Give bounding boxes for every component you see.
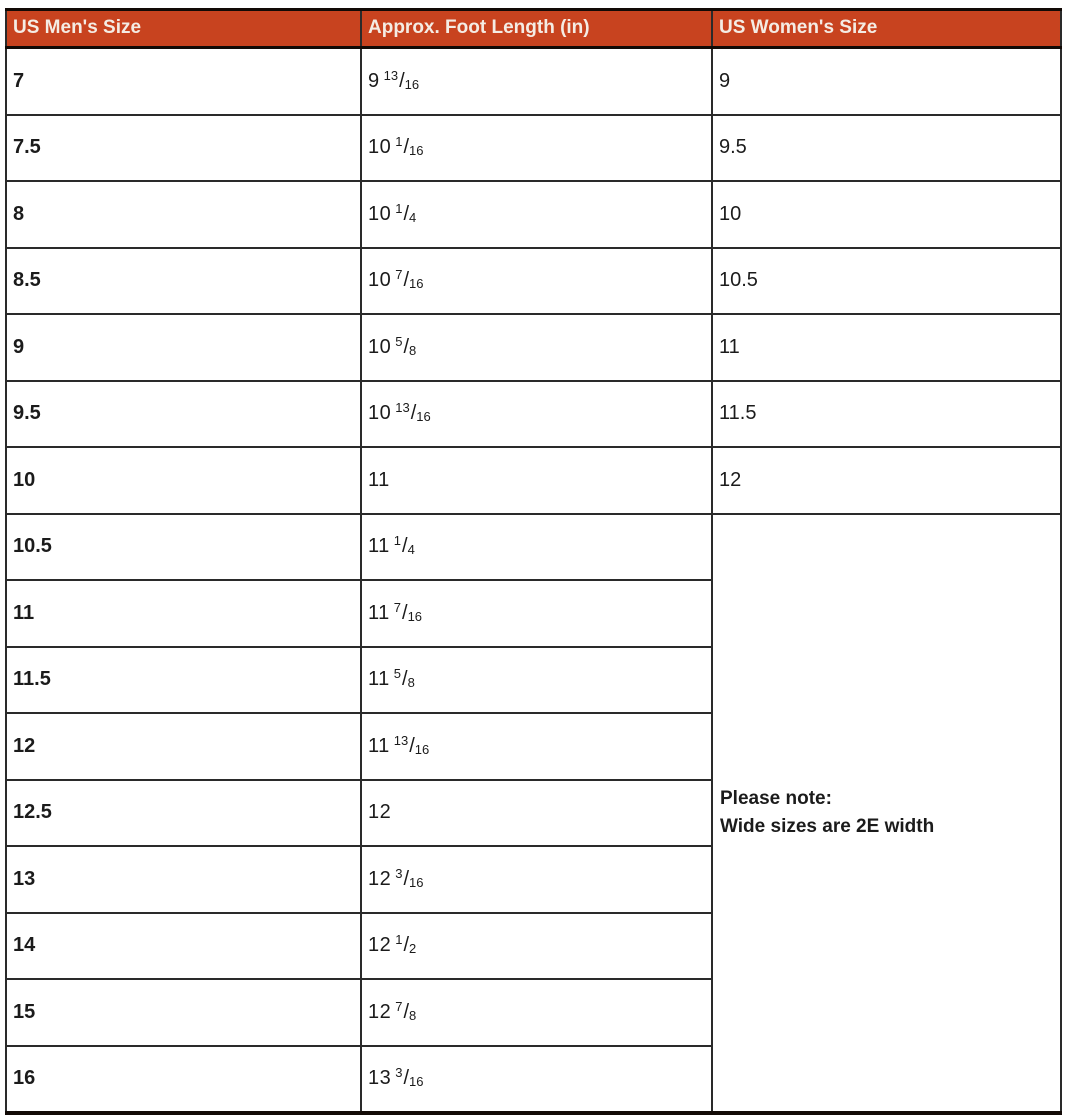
foot-length-cell bbox=[361, 447, 712, 514]
foot-length-cell bbox=[361, 780, 712, 847]
table-row bbox=[6, 314, 1061, 381]
womens-size-cell: 9 bbox=[712, 48, 1061, 115]
fraction-numerator: 7 bbox=[395, 267, 403, 283]
fraction-numerator: 1 bbox=[395, 134, 403, 150]
foot-length-whole: 13 bbox=[368, 1067, 392, 1090]
mens-size-cell: 12.5 bbox=[6, 780, 361, 847]
foot-length-cell bbox=[361, 1046, 712, 1114]
header-womens-size: US Women's Size bbox=[712, 10, 1061, 48]
shoe-size-conversion-table bbox=[5, 8, 1062, 1115]
table-row bbox=[6, 447, 1061, 514]
foot-length-cell bbox=[361, 48, 712, 115]
note-line: Wide sizes are 2E width bbox=[720, 815, 935, 837]
womens-size-cell: 11.5 bbox=[712, 381, 1061, 448]
table-row bbox=[6, 381, 1061, 448]
foot-length-cell bbox=[361, 913, 712, 980]
table-row bbox=[6, 248, 1061, 315]
fraction-numerator: 5 bbox=[393, 666, 401, 682]
fraction-denominator: 8 bbox=[407, 675, 415, 691]
foot-length-cell bbox=[361, 514, 712, 581]
fraction-slash: / bbox=[403, 1000, 410, 1023]
foot-length-fraction bbox=[395, 269, 423, 291]
table-row bbox=[6, 115, 1061, 182]
fraction-numerator: 13 bbox=[395, 400, 410, 416]
foot-length-fraction bbox=[393, 599, 423, 624]
table-body bbox=[6, 48, 1061, 1114]
foot-length-whole: 11 bbox=[368, 535, 390, 558]
foot-length-fraction bbox=[395, 1067, 423, 1089]
fraction-numerator: 5 bbox=[395, 333, 403, 349]
table-row bbox=[6, 181, 1061, 248]
mens-size-cell: 11.5 bbox=[6, 647, 361, 714]
foot-length-cell bbox=[361, 314, 712, 381]
foot-length-cell bbox=[361, 979, 712, 1046]
mens-size-cell: 14 bbox=[6, 913, 361, 980]
fraction-slash: / bbox=[403, 934, 410, 957]
foot-length-whole: 9 bbox=[368, 69, 380, 92]
header-foot-length: Approx. Foot Length (in) bbox=[361, 10, 712, 48]
fraction-slash: / bbox=[403, 269, 410, 292]
foot-length-cell bbox=[361, 115, 712, 182]
foot-length-fraction bbox=[395, 136, 423, 158]
fraction-slash: / bbox=[403, 1067, 410, 1090]
foot-length-cell bbox=[361, 381, 712, 448]
fraction-slash: / bbox=[399, 69, 405, 92]
foot-length-fraction bbox=[395, 998, 417, 1023]
fraction-numerator: 13 bbox=[383, 67, 399, 83]
foot-length-cell bbox=[361, 713, 712, 780]
foot-length-fraction bbox=[395, 934, 416, 956]
foot-length-cell bbox=[361, 248, 712, 315]
fraction-numerator: 7 bbox=[395, 998, 403, 1014]
foot-length-whole: 10 bbox=[368, 335, 392, 358]
header-mens-size: US Men's Size bbox=[6, 10, 361, 48]
fraction-slash: / bbox=[403, 136, 410, 159]
fraction-denominator: 16 bbox=[409, 276, 424, 292]
foot-length-whole: 10 bbox=[368, 269, 392, 292]
note-cell bbox=[712, 514, 1061, 1114]
table-row bbox=[6, 514, 1061, 581]
fraction-denominator: 4 bbox=[407, 542, 415, 558]
table-header bbox=[6, 10, 1061, 48]
fraction-numerator: 13 bbox=[393, 732, 409, 748]
fraction-numerator: 1 bbox=[393, 533, 401, 549]
foot-length-whole: 11 bbox=[368, 468, 390, 491]
foot-length-whole: 11 bbox=[368, 601, 390, 624]
foot-length-fraction bbox=[383, 67, 420, 92]
mens-size-cell: 13 bbox=[6, 846, 361, 913]
mens-size-cell: 9 bbox=[6, 314, 361, 381]
foot-length-whole: 12 bbox=[368, 934, 392, 957]
foot-length-fraction bbox=[395, 865, 424, 890]
foot-length-cell bbox=[361, 647, 712, 714]
fraction-denominator: 4 bbox=[409, 209, 417, 225]
mens-size-cell: 8.5 bbox=[6, 248, 361, 315]
header-row bbox=[6, 10, 1061, 48]
womens-size-cell: 9.5 bbox=[712, 115, 1061, 182]
fraction-denominator: 2 bbox=[409, 941, 417, 957]
fraction-numerator: 3 bbox=[395, 865, 403, 881]
foot-length-fraction bbox=[395, 200, 417, 225]
fraction-numerator: 3 bbox=[395, 1065, 403, 1081]
foot-length-cell bbox=[361, 181, 712, 248]
foot-length-whole: 11 bbox=[368, 734, 390, 757]
fraction-slash: / bbox=[402, 601, 408, 624]
mens-size-cell: 7 bbox=[6, 48, 361, 115]
fraction-slash: / bbox=[403, 335, 410, 358]
womens-size-cell: 10 bbox=[712, 181, 1061, 248]
fraction-numerator: 7 bbox=[393, 599, 401, 615]
womens-size-cell: 11 bbox=[712, 314, 1061, 381]
foot-length-cell bbox=[361, 580, 712, 647]
fraction-numerator: 1 bbox=[395, 200, 403, 216]
foot-length-whole: 12 bbox=[368, 1000, 392, 1023]
table-row bbox=[6, 48, 1061, 115]
mens-size-cell: 8 bbox=[6, 181, 361, 248]
fraction-slash: / bbox=[403, 202, 410, 225]
fraction-denominator: 16 bbox=[416, 409, 431, 425]
fraction-denominator: 16 bbox=[409, 1074, 424, 1090]
mens-size-cell: 9.5 bbox=[6, 381, 361, 448]
foot-length-whole: 12 bbox=[368, 801, 392, 824]
fraction-slash: / bbox=[410, 402, 417, 425]
fraction-denominator: 16 bbox=[409, 874, 424, 890]
foot-length-fraction bbox=[395, 333, 417, 358]
foot-length-whole: 12 bbox=[368, 867, 392, 890]
fraction-denominator: 16 bbox=[414, 741, 430, 757]
womens-size-cell: 10.5 bbox=[712, 248, 1061, 315]
fraction-slash: / bbox=[403, 867, 410, 890]
fraction-slash: / bbox=[409, 734, 415, 757]
womens-size-cell: 12 bbox=[712, 447, 1061, 514]
note-line: Please note: bbox=[720, 787, 832, 809]
fraction-denominator: 8 bbox=[409, 1007, 417, 1023]
foot-length-cell bbox=[361, 846, 712, 913]
foot-length-fraction bbox=[395, 402, 431, 424]
mens-size-cell: 10.5 bbox=[6, 514, 361, 581]
fraction-denominator: 16 bbox=[404, 76, 420, 92]
mens-size-cell: 10 bbox=[6, 447, 361, 514]
foot-length-whole: 11 bbox=[368, 668, 390, 691]
mens-size-cell: 11 bbox=[6, 580, 361, 647]
fraction-slash: / bbox=[402, 668, 408, 691]
foot-length-fraction bbox=[393, 732, 430, 757]
mens-size-cell: 12 bbox=[6, 713, 361, 780]
fraction-slash: / bbox=[402, 535, 408, 558]
mens-size-cell: 15 bbox=[6, 979, 361, 1046]
fraction-denominator: 16 bbox=[407, 608, 423, 624]
mens-size-cell: 7.5 bbox=[6, 115, 361, 182]
foot-length-fraction bbox=[394, 668, 415, 690]
foot-length-fraction bbox=[394, 535, 415, 557]
mens-size-cell: 16 bbox=[6, 1046, 361, 1114]
fraction-numerator: 1 bbox=[395, 932, 403, 948]
foot-length-whole: 10 bbox=[368, 136, 392, 159]
foot-length-whole: 10 bbox=[368, 202, 392, 225]
fraction-denominator: 16 bbox=[409, 143, 424, 159]
fraction-denominator: 8 bbox=[409, 342, 417, 358]
foot-length-whole: 10 bbox=[368, 402, 392, 425]
